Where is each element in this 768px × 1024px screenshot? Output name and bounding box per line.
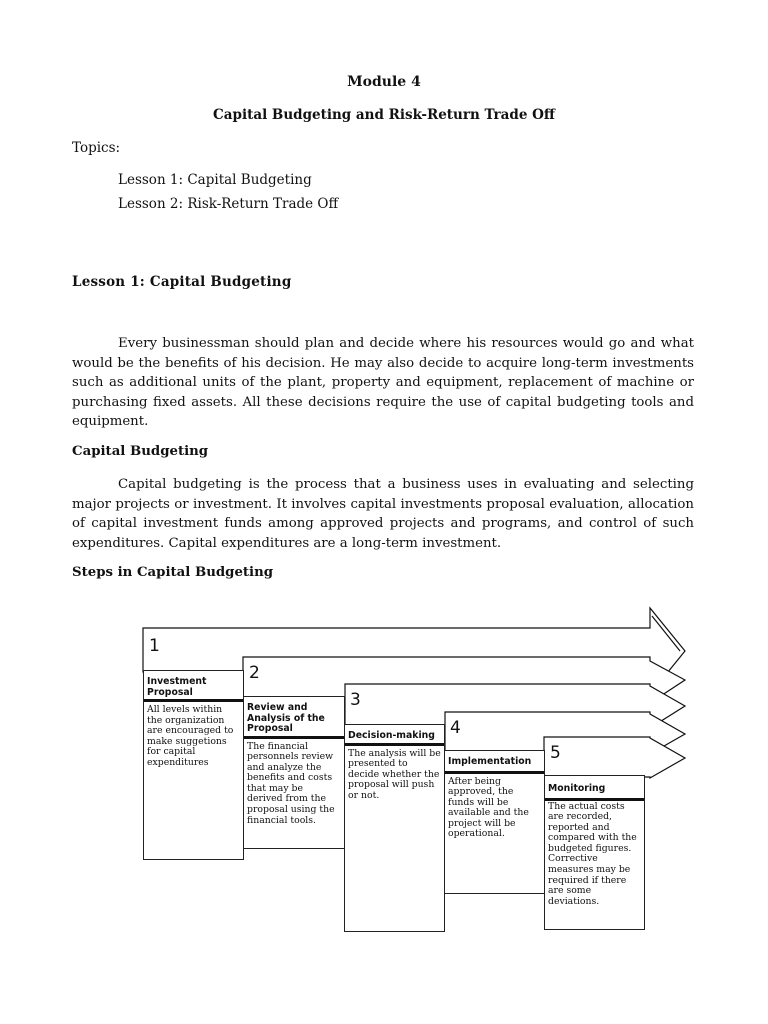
step-desc-3: The analysis will be presented to decide whether the proposal will push or not. bbox=[348, 747, 441, 801]
step-number-4: 4 bbox=[450, 718, 461, 738]
topic-lesson-2: Lesson 2: Risk-Return Trade Off bbox=[118, 196, 339, 212]
step-box-3 bbox=[344, 724, 445, 932]
capital-budgeting-text: Capital budgeting is the process that a business uses in evaluating and selecting major projects or investment. It involves capital investments proposal evaluation, allocation of capital investment funds among approved projects and programs, and control of such expenditures. Capital expenditures are a long-term investment. bbox=[72, 477, 694, 551]
step-desc-2: The financial personnels review and analyze the benefits and costs that may be derived from the proposal using the financial tools. bbox=[247, 740, 335, 826]
steps-diagram bbox=[140, 606, 690, 941]
step-desc-4: After being approved, the funds will be available and the project will be operational. bbox=[448, 775, 529, 840]
step-divider-2 bbox=[244, 736, 344, 739]
step-title-2: Review and Analysis of the Proposal bbox=[247, 702, 325, 734]
topic-lesson-1: Lesson 1: Capital Budgeting bbox=[118, 172, 312, 188]
intro-paragraph bbox=[72, 334, 694, 432]
module-title: Capital Budgeting and Risk-Return Trade Off bbox=[213, 107, 555, 123]
capital-budgeting-heading: Capital Budgeting bbox=[72, 444, 209, 459]
step-box-4 bbox=[444, 750, 545, 894]
intro-text: Every businessman should plan and decide where his resources would go and what would be the benefits of his decision. He may also decide to acquire long-term investments such as additional units of the plant, property and equipment, replacement of machine or purchasing fixed assets. All these decisions require the use of capital budgeting tools and equipment. bbox=[72, 336, 694, 430]
step-number-2: 2 bbox=[249, 663, 260, 683]
step-title-1: Investment Proposal bbox=[147, 676, 207, 698]
module-heading: Module 4 bbox=[347, 74, 421, 90]
step-desc-1: All levels within the organization are encouraged to make suggetions for capital expenditures bbox=[147, 704, 234, 768]
step-title-5: Monitoring bbox=[548, 783, 606, 794]
step-box-2 bbox=[243, 696, 345, 849]
step-divider-4 bbox=[445, 771, 544, 774]
step-number-3: 3 bbox=[350, 690, 361, 710]
step-box-1 bbox=[143, 670, 244, 860]
step-title-3: Decision-making bbox=[348, 730, 435, 741]
step-box-5 bbox=[544, 775, 645, 930]
step-divider-1 bbox=[144, 699, 243, 702]
step-number-1: 1 bbox=[149, 636, 160, 656]
step-number-5: 5 bbox=[550, 743, 561, 763]
step-title-4: Implementation bbox=[448, 756, 532, 767]
topics-label: Topics: bbox=[72, 140, 121, 156]
steps-heading: Steps in Capital Budgeting bbox=[72, 565, 274, 580]
lesson-1-heading: Lesson 1: Capital Budgeting bbox=[72, 274, 292, 290]
step-divider-5 bbox=[545, 798, 644, 801]
step-desc-5: The actual costs are recorded, reported and compared with the budgeted figures. Corrective measures may be required if there are some deviations. bbox=[548, 800, 637, 907]
capital-budgeting-paragraph bbox=[72, 475, 694, 553]
step-divider-3 bbox=[345, 743, 444, 746]
